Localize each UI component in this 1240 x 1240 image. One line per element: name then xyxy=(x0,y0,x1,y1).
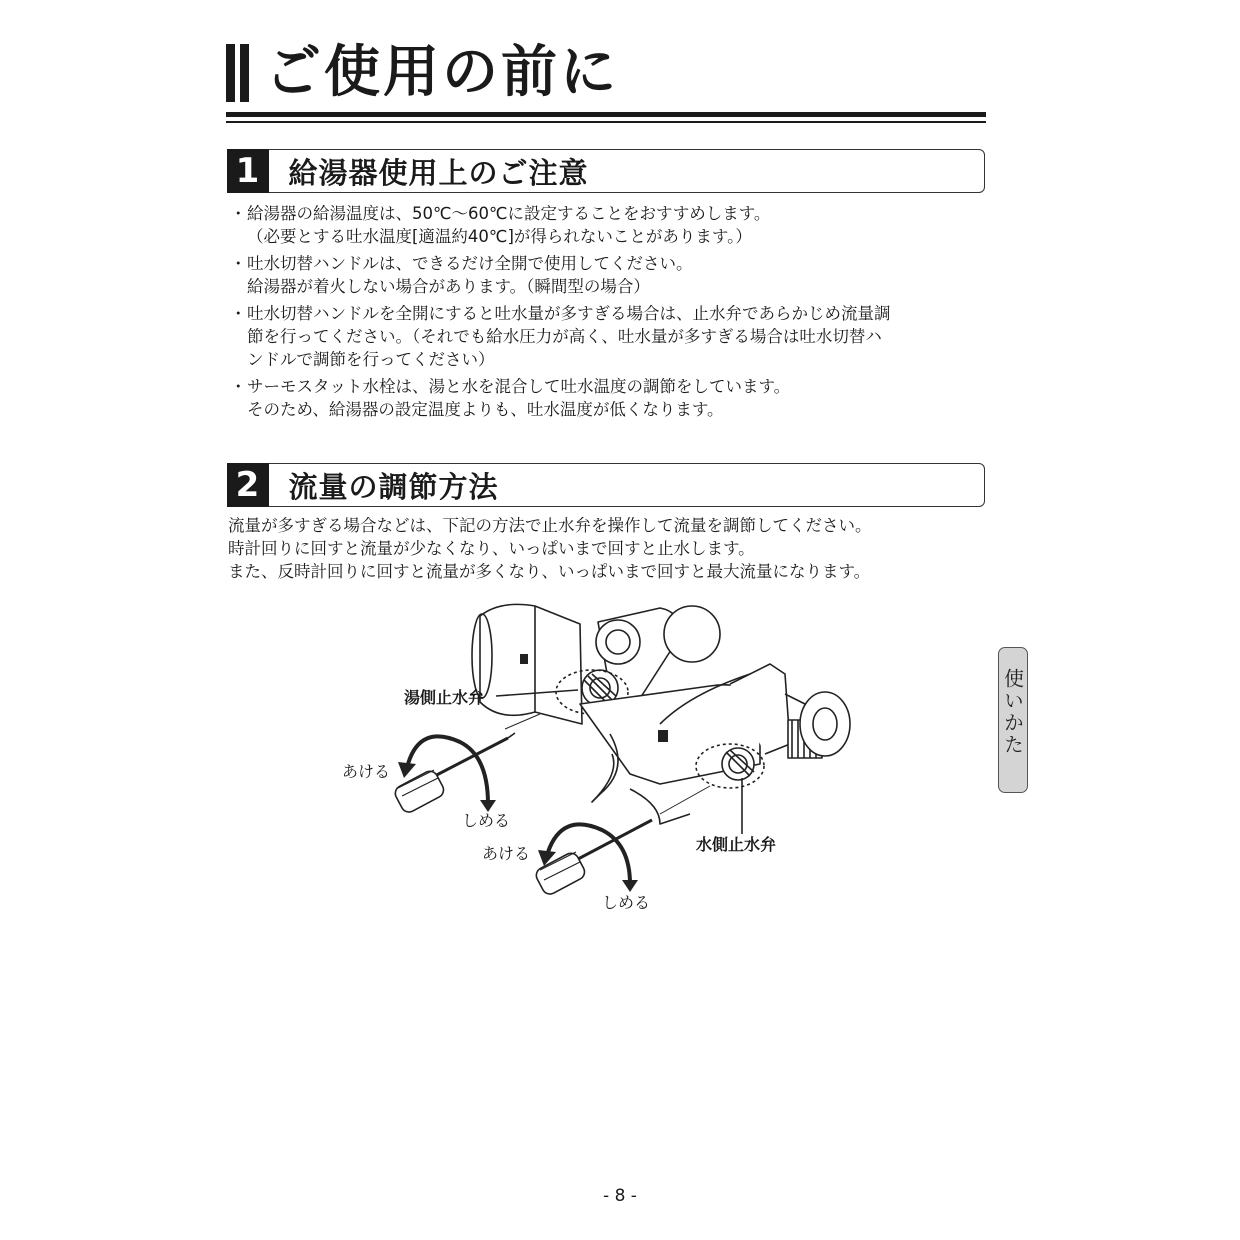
close-label: しめる xyxy=(602,893,651,912)
faucet-illustration xyxy=(330,594,870,924)
side-tab-label: 使いかた xyxy=(1000,668,1025,756)
caution-item: ・ 吐水切替ハンドルを全開にすると吐水量が多すぎる場合は、止水弁であらかじめ流量調 節を行ってください。（それでも給水圧力が高く、吐水量が多すぎる場合は吐水切替ハ ンドルで調節を行ってください） xyxy=(230,302,987,371)
caution-line: （必要とする吐水温度[適温約40℃]が得られないことがあります。） xyxy=(247,227,752,246)
flow-line: 流量が多すぎる場合などは、下記の方法で止水弁を操作して流量を調節してください。 xyxy=(228,516,872,535)
page-title xyxy=(226,40,619,106)
caution-item: ・ サーモスタット水栓は、湯と水を混合して吐水温度の調節をしています。 そのため、給湯器の設定温度よりも、吐水温度が低くなります。 xyxy=(230,375,987,421)
open-label: あける xyxy=(342,762,391,781)
caution-list xyxy=(230,202,987,425)
section-2-number: 2 xyxy=(227,463,269,507)
caution-item: ・ 給湯器の給湯温度は、50℃～60℃に設定することをおすすめします。 （必要とする吐水温度[適温約40℃]が得られないことがあります。） xyxy=(230,202,987,248)
cold-valve-label: 水側止水弁 xyxy=(696,835,777,854)
section-1-header xyxy=(227,149,985,193)
title-bars-icon xyxy=(226,44,249,102)
caution-line: 吐水切替ハンドルは、できるだけ全開で使用してください。 xyxy=(247,254,693,273)
section-1-number: 1 xyxy=(227,149,269,193)
hot-valve-label: 湯側止水弁 xyxy=(404,688,485,707)
caution-line: 吐水切替ハンドルを全開にすると吐水量が多すぎる場合は、止水弁であらかじめ流量調 xyxy=(247,304,891,323)
title-rule-thick xyxy=(226,112,986,117)
caution-line: 給湯器の給湯温度は、50℃～60℃に設定することをおすすめします。 xyxy=(247,204,771,223)
flow-line: 時計回りに回すと流量が少なくなり、いっぱいまで回すと止水します。 xyxy=(228,539,755,558)
title-rule-thin xyxy=(226,121,986,123)
section-2-title: 流量の調節方法 xyxy=(288,469,499,504)
caution-line: サーモスタット水栓は、湯と水を混合して吐水温度の調節をしています。 xyxy=(247,377,791,396)
caution-line: 節を行ってください。（それでも給水圧力が高く、吐水量が多すぎる場合は吐水切替ハ xyxy=(247,327,882,346)
open-label: あける xyxy=(482,844,531,863)
side-tab[interactable] xyxy=(998,647,1028,793)
caution-line: 給湯器が着火しない場合があります。（瞬間型の場合） xyxy=(247,277,650,296)
flow-line: また、反時計回りに回すと流量が多くなり、いっぱいまで回すと最大流量になります。 xyxy=(228,562,871,581)
section-1-title: 給湯器使用上のご注意 xyxy=(288,155,589,190)
screwdriver-icon xyxy=(393,733,515,815)
caution-line: ンドルで調節を行ってください） xyxy=(247,350,495,369)
caution-line: そのため、給湯器の設定温度よりも、吐水温度が低くなります。 xyxy=(247,400,724,419)
close-label: しめる xyxy=(462,811,511,830)
section-2-header xyxy=(227,463,985,507)
page-title-text: ご使用の前に xyxy=(265,40,619,105)
page-number: - 8 - xyxy=(603,1186,637,1206)
flow-instructions xyxy=(228,514,872,583)
caution-item: ・ 吐水切替ハンドルは、できるだけ全開で使用してください。 給湯器が着火しない場合があります。（瞬間型の場合） xyxy=(230,252,987,298)
